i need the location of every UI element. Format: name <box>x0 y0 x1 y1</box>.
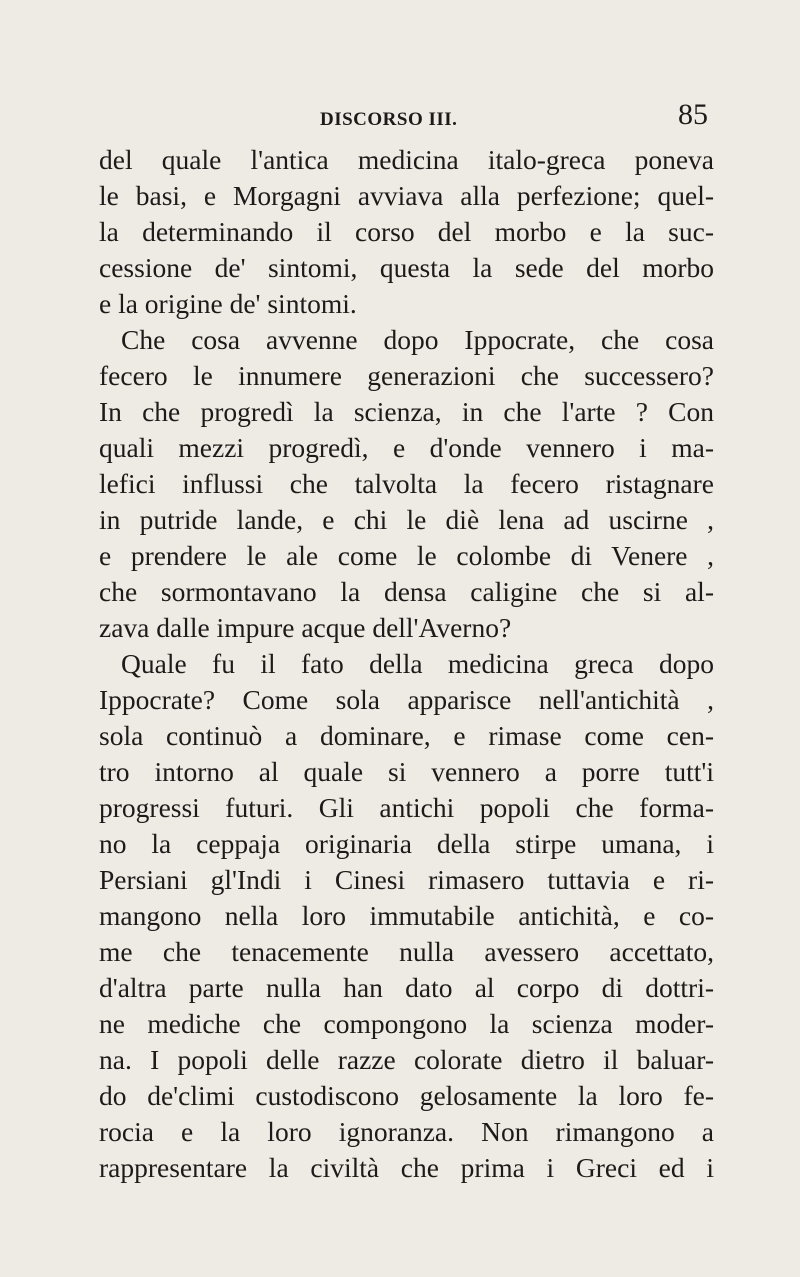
text-line: tro intorno al quale si vennero a porre tutt'i <box>99 756 714 787</box>
text-line: fecero le innumere generazioni che successero? <box>99 360 714 391</box>
text-line: in putride lande, e chi le diè lena ad uscirne , <box>99 504 714 535</box>
text-line: d'altra parte nulla han dato al corpo di dottri- <box>99 972 714 1003</box>
text-line: progressi futuri. Gli antichi popoli che forma- <box>99 792 714 823</box>
text-line: lefici influssi che talvolta la fecero ristagnare <box>99 468 714 499</box>
text-line: del quale l'antica medicina italo-greca poneva <box>99 144 714 175</box>
running-title: DISCORSO III. <box>320 109 458 130</box>
text-line: la determinando il corso del morbo e la suc- <box>99 216 714 247</box>
text-line: Ippocrate? Come sola apparisce nell'antichità , <box>99 684 714 715</box>
paragraph-first-line: Che cosa avvenne dopo Ippocrate, che cosa <box>121 324 714 355</box>
text-line: le basi, e Morgagni avviava alla perfezione; quel- <box>99 180 714 211</box>
text-line: na. I popoli delle razze colorate dietro il baluar- <box>99 1044 714 1075</box>
text-line: sola continuò a dominare, e rimase come cen- <box>99 720 714 751</box>
text-line: che sormontavano la densa caligine che si al- <box>99 576 714 607</box>
text-line: zava dalle impure acque dell'Averno? <box>99 612 512 643</box>
text-line: me che tenacemente nulla avessero accettato, <box>99 936 714 967</box>
text-line: ne mediche che compongono la scienza moder- <box>99 1008 714 1039</box>
text-line: mangono nella loro immutabile antichità, e co- <box>99 900 714 931</box>
text-line: rocia e la loro ignoranza. Non rimangono a <box>99 1116 714 1147</box>
text-line: quali mezzi progredì, e d'onde vennero i ma- <box>99 432 714 463</box>
text-line: In che progredì la scienza, in che l'arte ? Con <box>99 396 714 427</box>
page-header <box>240 96 710 136</box>
text-line: e la origine de' sintomi. <box>99 288 357 319</box>
page-number: 85 <box>678 98 708 131</box>
text-line: cessione de' sintomi, questa la sede del morbo <box>99 252 714 283</box>
text-line: Persiani gl'Indi i Cinesi rimasero tuttavia e ri- <box>99 864 714 895</box>
text-line: no la ceppaja originaria della stirpe umana, i <box>99 828 714 859</box>
text-line: do de'climi custodiscono gelosamente la loro fe- <box>99 1080 714 1111</box>
text-line: rappresentare la civiltà che prima i Greci ed i <box>99 1152 714 1183</box>
body-text <box>99 142 714 1186</box>
text-line: e prendere le ale come le colombe di Venere , <box>99 540 714 571</box>
paragraph-first-line: Quale fu il fato della medicina greca dopo <box>121 648 714 679</box>
